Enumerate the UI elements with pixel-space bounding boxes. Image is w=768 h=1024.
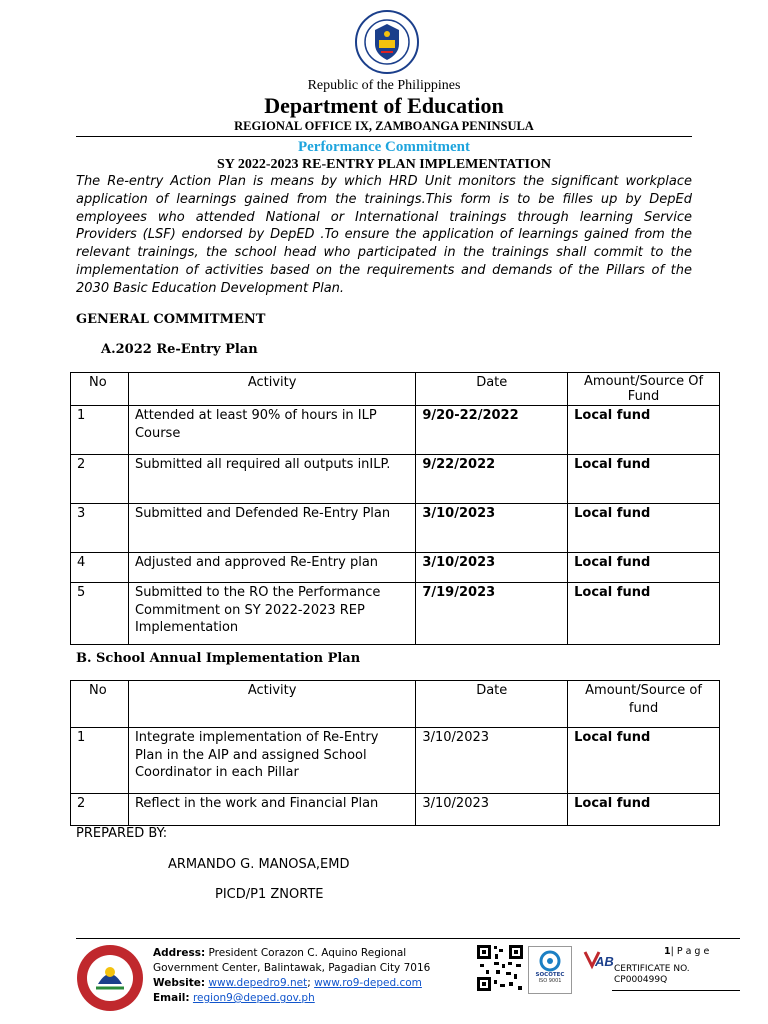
certificate-number: [614, 964, 690, 986]
socotec-badge: [528, 946, 572, 994]
certificate-divider: [612, 990, 740, 991]
row-no: 2: [71, 455, 129, 504]
row-no: 1: [71, 728, 129, 794]
region-line: REGIONAL OFFICE IX, ZAMBOANGA PENINSULA: [234, 119, 534, 133]
table-row: [71, 455, 720, 504]
page-number: [664, 946, 709, 957]
footer-contact-block: [153, 946, 473, 1006]
qr-code-icon: [476, 944, 524, 992]
header-fund: Amount/Source Of Fund: [568, 373, 720, 406]
row-fund: Local fund: [568, 504, 720, 553]
row-no: 5: [71, 583, 129, 645]
row-fund: Local fund: [568, 406, 720, 455]
table-row: [71, 553, 720, 583]
general-commitment-heading: GENERAL COMMITMENT: [76, 312, 266, 327]
row-date: 3/10/2023: [416, 794, 568, 826]
regional-office-logo-icon: [76, 944, 144, 1012]
row-no: 4: [71, 553, 129, 583]
website-link-2[interactable]: www.ro9-deped.com: [314, 977, 422, 989]
header-date: Date: [416, 681, 568, 728]
table-row: [71, 504, 720, 553]
header-no: No: [71, 681, 129, 728]
intro-paragraph: The Re-entry Action Plan is means by which HRD Unit monitors the significant workplace application of learnings gained from the trainings.This form is to be filles up by DepEd employees who attended National or International trainings through learning Service Providers (LSF) endorsed by DepED .To ensure the application of learnings gained from the relevant trainings, the school head who participated in the trainings shall commit to the implementation of activities based on the requirements and demands of the Pillars of the 2030 Basic Education Development Plan.: [76, 174, 692, 296]
row-activity: Submitted to the RO the Performance Commitment on SY 2022-2023 REP Implementation: [128, 583, 415, 645]
prepared-by-label: PREPARED BY:: [76, 826, 168, 841]
reentry-plan-table: [70, 372, 720, 645]
plan-title: SY 2022-2023 RE-ENTRY PLAN IMPLEMENTATION: [217, 157, 551, 172]
footer-divider: [76, 938, 740, 939]
section-b-heading: B. School Annual Implementation Plan: [76, 651, 361, 666]
socotec-icon: [537, 950, 563, 972]
header-activity: Activity: [128, 681, 415, 728]
certificate-label: CERTIFICATE NO.: [614, 964, 690, 974]
address-label: Address:: [153, 947, 206, 959]
socotec-label: SOCOTEC: [535, 972, 565, 978]
address-text: President Corazon C. Aquino Regional Government Center, Balintawak, Pagadian City 7016: [153, 947, 431, 974]
email-label: Email:: [153, 992, 190, 1004]
row-fund: Local fund: [568, 728, 720, 794]
row-activity: Attended at least 90% of hours in ILP Course: [128, 406, 415, 455]
row-date: 9/20-22/2022: [416, 406, 568, 455]
email-link[interactable]: region9@deped.gov.ph: [192, 992, 315, 1004]
row-fund: Local fund: [568, 553, 720, 583]
page-number-value: 1: [664, 946, 671, 957]
deped-seal-icon: [355, 10, 419, 74]
row-date: 3/10/2023: [416, 504, 568, 553]
signatory-name: ARMANDO G. MANOSA,EMD: [168, 857, 350, 872]
row-date: 3/10/2023: [416, 553, 568, 583]
signatory-position: PICD/P1 ZNORTE: [215, 887, 324, 902]
republic-line: Republic of the Philippines: [307, 78, 461, 93]
website-separator: ;: [307, 977, 315, 989]
website-label: Website:: [153, 977, 206, 989]
vab-label: AB: [595, 954, 614, 969]
row-date: 3/10/2023: [416, 728, 568, 794]
header-activity: Activity: [128, 373, 415, 406]
row-no: 3: [71, 504, 129, 553]
row-fund: Local fund: [568, 455, 720, 504]
table-row: [71, 406, 720, 455]
row-date: 7/19/2023: [416, 583, 568, 645]
performance-commitment-title: Performance Commitment: [297, 139, 470, 155]
table-row: [71, 728, 720, 794]
header-divider: [76, 136, 692, 137]
table-row: [71, 583, 720, 645]
iso-label: ISO 9001: [538, 978, 562, 984]
row-activity: Adjusted and approved Re-Entry plan: [128, 553, 415, 583]
row-fund: Local fund: [568, 794, 720, 826]
row-activity: Submitted all required all outputs inILP.: [128, 455, 415, 504]
header-no: No: [71, 373, 129, 406]
header-fund: Amount/Source of fund: [568, 681, 720, 728]
row-activity: Submitted and Defended Re-Entry Plan: [128, 504, 415, 553]
section-a-heading: A.2022 Re-Entry Plan: [101, 342, 258, 357]
header-date: Date: [416, 373, 568, 406]
row-activity: Integrate implementation of Re-Entry Plan in the AIP and assigned School Coordinator in each Pillar: [128, 728, 415, 794]
row-no: 2: [71, 794, 129, 826]
table-header-row: [71, 681, 720, 728]
page-label: | P a g e: [670, 946, 710, 957]
table-row: [71, 794, 720, 826]
website-link-1[interactable]: www.depedro9.net: [208, 977, 308, 989]
row-activity: Reflect in the work and Financial Plan: [128, 794, 415, 826]
row-fund: Local fund: [568, 583, 720, 645]
department-title: Department of Education: [264, 93, 504, 118]
row-date: 9/22/2022: [416, 455, 568, 504]
certificate-value: CP000499Q: [614, 975, 668, 985]
table-header-row: [71, 373, 720, 406]
annual-plan-table: [70, 680, 720, 826]
row-no: 1: [71, 406, 129, 455]
